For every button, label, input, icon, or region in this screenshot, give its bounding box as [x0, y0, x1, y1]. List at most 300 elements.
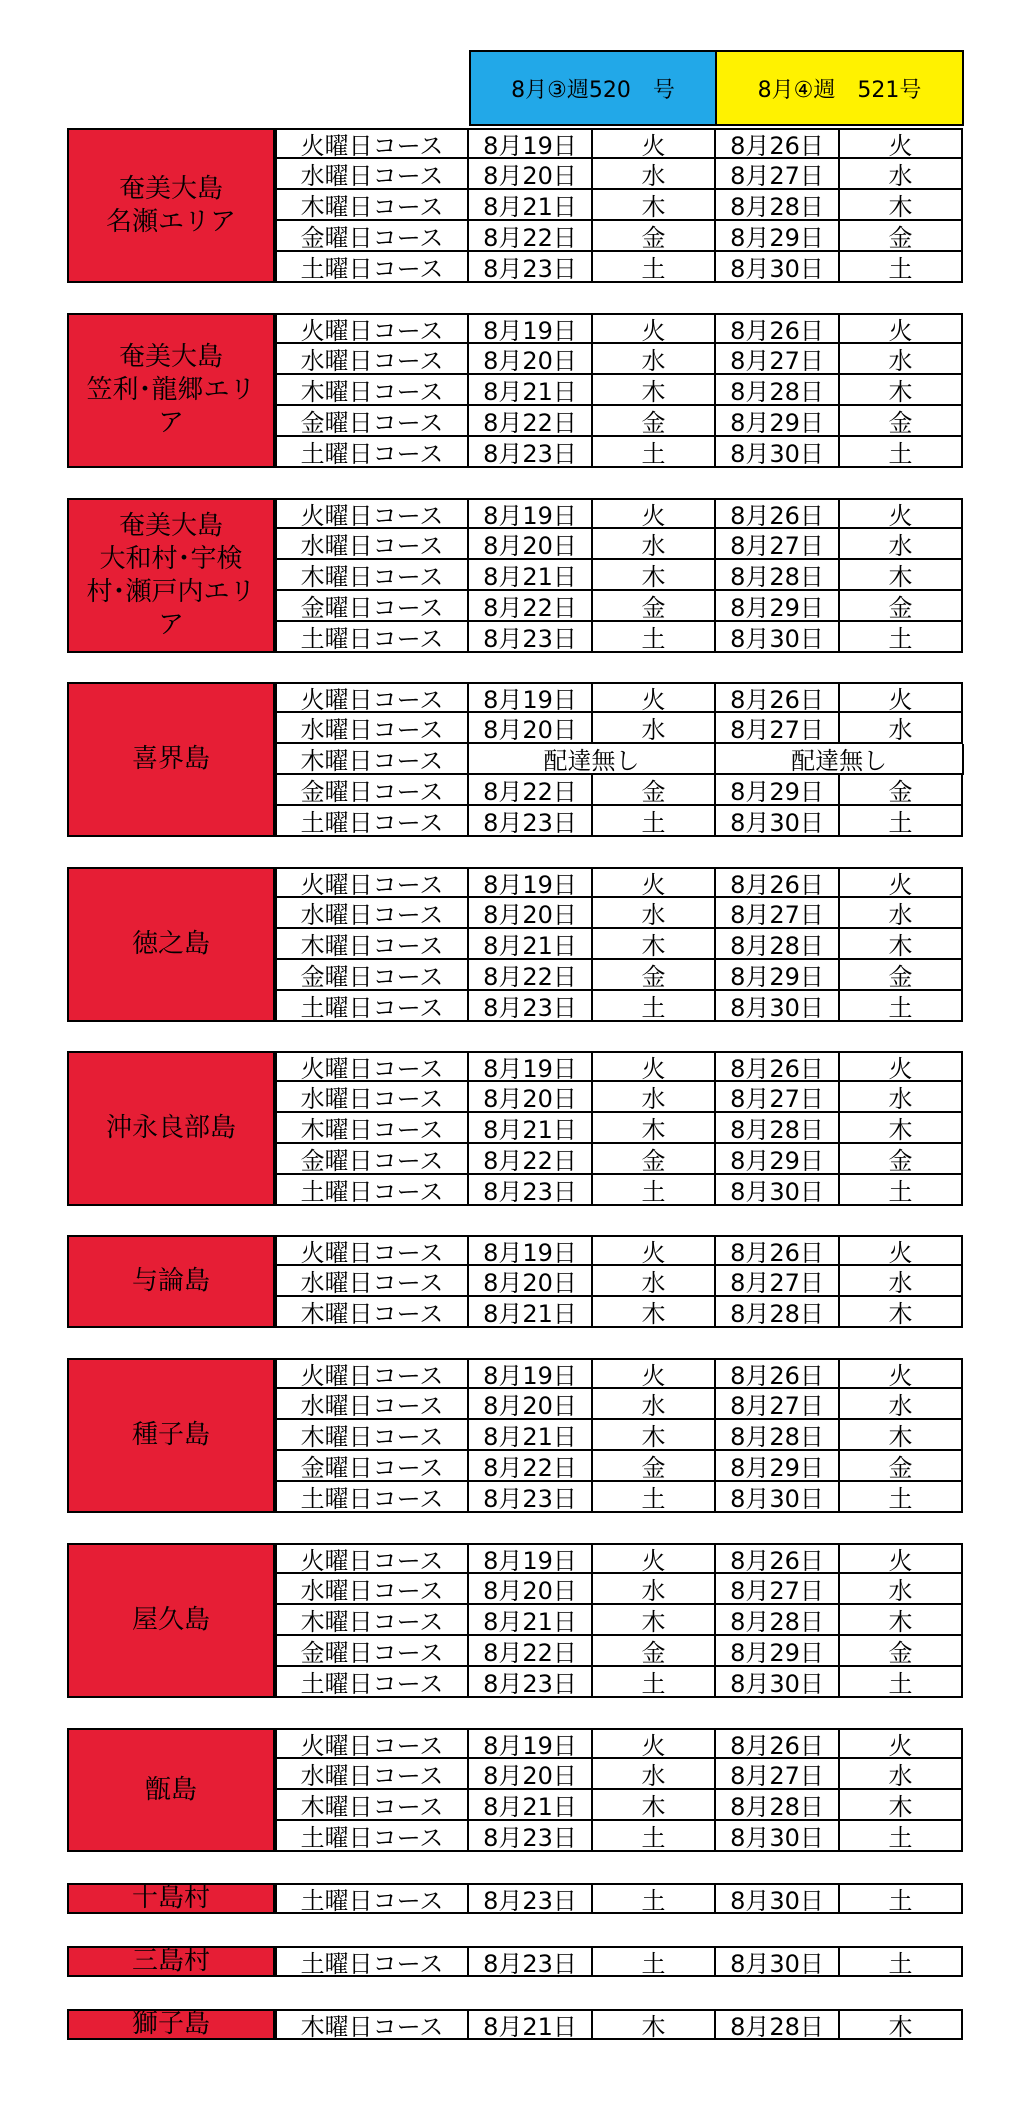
week1-weekday-cell: 火 [593, 1235, 716, 1266]
week2-weekday-cell: 金 [840, 1144, 963, 1175]
week2-date-cell: 8月30日 [716, 252, 840, 283]
week1-weekday-cell: 金 [593, 1636, 716, 1667]
area-group [67, 1051, 964, 1206]
area-name-cell [67, 1946, 275, 1977]
week1-weekday-cell: 木 [593, 375, 716, 406]
area-name-cell [67, 1543, 275, 1698]
table-row [275, 1821, 964, 1852]
area-name-cell [67, 313, 275, 468]
week1-weekday-cell: 木 [593, 1790, 716, 1821]
area-name-cell [67, 1883, 275, 1914]
course-cell: 水曜日コース [275, 898, 469, 929]
week1-date-cell: 8月20日 [469, 1266, 593, 1297]
course-cell: 土曜日コース [275, 1667, 469, 1698]
week1-date-cell: 8月23日 [469, 1883, 593, 1914]
week2-date-cell: 8月26日 [716, 1358, 840, 1389]
week1-weekday-cell: 金 [593, 1451, 716, 1482]
week2-weekday-cell: 火 [840, 498, 963, 529]
course-cell: 土曜日コース [275, 1482, 469, 1513]
week2-weekday-cell: 木 [840, 929, 963, 960]
week2-weekday-cell: 土 [840, 437, 963, 468]
week2-weekday-cell: 水 [840, 1759, 963, 1790]
week2-date-cell: 8月30日 [716, 806, 840, 837]
week1-date-cell: 8月22日 [469, 221, 593, 252]
week2-date-cell: 8月27日 [716, 1389, 840, 1420]
week2-date-cell: 8月29日 [716, 1636, 840, 1667]
week1-date-cell: 8月19日 [469, 1728, 593, 1759]
area-name: 十島村 [131, 1883, 210, 1913]
week2-date-cell: 8月28日 [716, 1113, 840, 1144]
week1-weekday-cell: 水 [593, 1574, 716, 1605]
week1-date-cell: 8月20日 [469, 898, 593, 929]
table-row [275, 898, 964, 929]
area-name-cell [67, 1728, 275, 1852]
week2-date-cell: 8月27日 [716, 159, 840, 190]
course-cell: 木曜日コース [275, 190, 469, 221]
course-cell: 土曜日コース [275, 1821, 469, 1852]
week1-weekday-cell: 火 [593, 867, 716, 898]
course-cell: 水曜日コース [275, 1574, 469, 1605]
week2-date-cell: 8月28日 [716, 1297, 840, 1328]
week2-weekday-cell: 木 [840, 1420, 963, 1451]
area-group [67, 1235, 964, 1328]
area-group [67, 1358, 964, 1513]
week2-weekday-cell: 水 [840, 344, 963, 375]
table-row [275, 1420, 964, 1451]
week1-weekday-cell: 火 [593, 682, 716, 713]
week1-header: 8月③週520 号 [469, 50, 717, 126]
week1-weekday-cell: 木 [593, 560, 716, 591]
week2-date-cell: 8月26日 [716, 867, 840, 898]
week2-date-cell: 8月30日 [716, 1482, 840, 1513]
week1-weekday-cell: 火 [593, 1728, 716, 1759]
week2-weekday-cell: 土 [840, 1667, 963, 1698]
area-group [67, 1946, 964, 1977]
week2-date-cell: 8月26日 [716, 1728, 840, 1759]
week1-weekday-cell: 水 [593, 159, 716, 190]
course-cell: 火曜日コース [275, 313, 469, 344]
week1-weekday-cell: 火 [593, 128, 716, 159]
course-cell: 土曜日コース [275, 1883, 469, 1914]
table-row [275, 622, 964, 653]
course-cell: 火曜日コース [275, 1358, 469, 1389]
week1-date-cell: 8月22日 [469, 406, 593, 437]
area-name: 種子島 [131, 1420, 210, 1450]
course-cell: 水曜日コース [275, 1759, 469, 1790]
area-name-cell [67, 128, 275, 283]
week2-date-cell: 8月28日 [716, 190, 840, 221]
week1-weekday-cell: 火 [593, 1358, 716, 1389]
week1-date-cell: 8月19日 [469, 867, 593, 898]
table-row [275, 744, 964, 775]
week1-weekday-cell: 木 [593, 1297, 716, 1328]
week2-weekday-cell: 木 [840, 1297, 963, 1328]
table-row [275, 1946, 964, 1977]
course-cell: 木曜日コース [275, 1297, 469, 1328]
week2-date-cell: 8月27日 [716, 713, 840, 744]
week1-date-cell: 8月20日 [469, 1574, 593, 1605]
week1-weekday-cell: 水 [593, 344, 716, 375]
week1-date-cell: 8月19日 [469, 1051, 593, 1082]
week1-weekday-cell: 土 [593, 1482, 716, 1513]
week2-date-cell: 8月29日 [716, 1144, 840, 1175]
area-name: 屋久島 [131, 1605, 210, 1635]
table-row [275, 1605, 964, 1636]
course-cell: 水曜日コース [275, 713, 469, 744]
week2-date-cell: 8月28日 [716, 375, 840, 406]
area-group [67, 2009, 964, 2040]
table-row [275, 1082, 964, 1113]
week1-date-cell: 8月23日 [469, 252, 593, 283]
week1-date-cell: 8月22日 [469, 1636, 593, 1667]
week2-date-cell: 8月29日 [716, 406, 840, 437]
week2-date-cell: 8月28日 [716, 929, 840, 960]
week1-date-cell: 8月19日 [469, 498, 593, 529]
week1-date-cell: 8月21日 [469, 2009, 593, 2040]
week2-date-cell: 8月28日 [716, 1605, 840, 1636]
week2-date-cell: 8月29日 [716, 1451, 840, 1482]
week1-weekday-cell: 土 [593, 1946, 716, 1977]
week2-date-cell: 8月28日 [716, 2009, 840, 2040]
course-cell: 水曜日コース [275, 529, 469, 560]
area-name: 獅子島 [131, 2009, 210, 2039]
table-row [275, 344, 964, 375]
week1-date-cell: 8月20日 [469, 344, 593, 375]
week2-date-cell: 8月27日 [716, 1574, 840, 1605]
week2-date-cell: 8月30日 [716, 437, 840, 468]
week2-date-cell: 8月27日 [716, 898, 840, 929]
week1-weekday-cell: 土 [593, 806, 716, 837]
week2-weekday-cell: 土 [840, 1821, 963, 1852]
course-cell: 火曜日コース [275, 1051, 469, 1082]
week1-weekday-cell: 木 [593, 190, 716, 221]
week2-weekday-cell: 土 [840, 806, 963, 837]
table-row [275, 1358, 964, 1389]
week2-weekday-cell: 木 [840, 190, 963, 221]
table-row [275, 1051, 964, 1082]
week2-date-cell: 8月29日 [716, 775, 840, 806]
week2-weekday-cell: 土 [840, 252, 963, 283]
week1-date-cell: 8月23日 [469, 437, 593, 468]
week1-date-cell: 8月21日 [469, 1420, 593, 1451]
course-cell: 土曜日コース [275, 622, 469, 653]
table-row [275, 159, 964, 190]
area-name: 徳之島 [131, 929, 210, 959]
week2-weekday-cell: 木 [840, 1113, 963, 1144]
week2-weekday-cell: 金 [840, 1636, 963, 1667]
table-row [275, 1144, 964, 1175]
area-group [67, 867, 964, 1022]
week2-date-cell: 8月30日 [716, 1946, 840, 1977]
week2-date-cell: 8月29日 [716, 960, 840, 991]
week1-weekday-cell: 水 [593, 713, 716, 744]
table-row [275, 1636, 964, 1667]
week2-weekday-cell: 木 [840, 1605, 963, 1636]
course-cell: 木曜日コース [275, 929, 469, 960]
week1-weekday-cell: 土 [593, 1883, 716, 1914]
week1-weekday-cell: 火 [593, 1543, 716, 1574]
course-cell: 金曜日コース [275, 775, 469, 806]
course-cell: 火曜日コース [275, 1543, 469, 1574]
week2-date-cell: 8月30日 [716, 1667, 840, 1698]
week2-weekday-cell: 火 [840, 1358, 963, 1389]
table-row [275, 806, 964, 837]
course-cell: 金曜日コース [275, 221, 469, 252]
week2-date-cell: 8月27日 [716, 1266, 840, 1297]
week1-weekday-cell: 木 [593, 1420, 716, 1451]
week1-date-cell: 8月20日 [469, 1389, 593, 1420]
week2-date-cell: 8月30日 [716, 1821, 840, 1852]
week2-weekday-cell: 火 [840, 682, 963, 713]
week2-weekday-cell: 土 [840, 1883, 963, 1914]
week1-date-cell: 8月23日 [469, 1667, 593, 1698]
table-row [275, 1297, 964, 1328]
week2-date-cell: 8月27日 [716, 1759, 840, 1790]
table-row [275, 1482, 964, 1513]
area-group [67, 128, 964, 283]
week1-weekday-cell: 水 [593, 1082, 716, 1113]
week2-weekday-cell: 金 [840, 406, 963, 437]
course-cell: 水曜日コース [275, 1389, 469, 1420]
week2-date-cell: 8月26日 [716, 313, 840, 344]
week1-date-cell: 8月23日 [469, 1175, 593, 1206]
week1-date-cell: 8月21日 [469, 1790, 593, 1821]
course-cell: 火曜日コース [275, 1728, 469, 1759]
table-row [275, 1790, 964, 1821]
week2-weekday-cell: 水 [840, 898, 963, 929]
week2-date-cell: 8月27日 [716, 529, 840, 560]
table-row [275, 375, 964, 406]
week2-date-cell: 8月26日 [716, 128, 840, 159]
week1-weekday-cell: 火 [593, 498, 716, 529]
week1-date-cell: 8月21日 [469, 190, 593, 221]
table-row [275, 406, 964, 437]
table-row [275, 190, 964, 221]
area-name-cell [67, 1358, 275, 1513]
week2-weekday-cell: 火 [840, 867, 963, 898]
course-cell: 水曜日コース [275, 159, 469, 190]
week2-weekday-cell: 金 [840, 775, 963, 806]
table-row [275, 529, 964, 560]
week1-weekday-cell: 水 [593, 1266, 716, 1297]
table-row [275, 960, 964, 991]
course-cell: 火曜日コース [275, 1235, 469, 1266]
week1-date-cell: 8月23日 [469, 1482, 593, 1513]
course-cell: 木曜日コース [275, 375, 469, 406]
course-cell: 火曜日コース [275, 498, 469, 529]
area-name-cell [67, 1051, 275, 1206]
table-row [275, 560, 964, 591]
table-row [275, 1451, 964, 1482]
table-row [275, 498, 964, 529]
week2-date-cell: 8月30日 [716, 1175, 840, 1206]
course-cell: 土曜日コース [275, 991, 469, 1022]
area-group [67, 1543, 964, 1698]
no-delivery-cell: 配達無し [716, 744, 964, 775]
week1-weekday-cell: 土 [593, 252, 716, 283]
week2-date-cell: 8月26日 [716, 1235, 840, 1266]
week2-date-cell: 8月27日 [716, 1082, 840, 1113]
week1-date-cell: 8月20日 [469, 1759, 593, 1790]
week1-weekday-cell: 木 [593, 2009, 716, 2040]
no-delivery-cell: 配達無し [469, 744, 717, 775]
week1-weekday-cell: 火 [593, 1051, 716, 1082]
week1-weekday-cell: 金 [593, 221, 716, 252]
week1-weekday-cell: 金 [593, 406, 716, 437]
table-row [275, 1883, 964, 1914]
week1-weekday-cell: 土 [593, 622, 716, 653]
table-row [275, 313, 964, 344]
week1-weekday-cell: 木 [593, 1113, 716, 1144]
course-cell: 木曜日コース [275, 744, 469, 775]
area-name: 沖永良部島 [105, 1113, 236, 1143]
week1-date-cell: 8月21日 [469, 1297, 593, 1328]
week1-date-cell: 8月22日 [469, 1144, 593, 1175]
course-cell: 水曜日コース [275, 1266, 469, 1297]
week2-date-cell: 8月28日 [716, 560, 840, 591]
week2-weekday-cell: 火 [840, 1235, 963, 1266]
week2-header: 8月④週 521号 [715, 50, 964, 126]
week1-date-cell: 8月22日 [469, 591, 593, 622]
table-row [275, 1266, 964, 1297]
week2-weekday-cell: 土 [840, 1946, 963, 1977]
week1-date-cell: 8月22日 [469, 1451, 593, 1482]
week1-date-cell: 8月19日 [469, 128, 593, 159]
table-row [275, 1389, 964, 1420]
week2-weekday-cell: 水 [840, 1082, 963, 1113]
week1-weekday-cell: 水 [593, 529, 716, 560]
week2-weekday-cell: 水 [840, 1266, 963, 1297]
week2-date-cell: 8月26日 [716, 682, 840, 713]
week2-weekday-cell: 火 [840, 128, 963, 159]
course-cell: 金曜日コース [275, 591, 469, 622]
week2-date-cell: 8月30日 [716, 991, 840, 1022]
week1-date-cell: 8月21日 [469, 375, 593, 406]
course-cell: 木曜日コース [275, 1113, 469, 1144]
course-cell: 金曜日コース [275, 960, 469, 991]
area-group [67, 682, 964, 837]
area-group [67, 1883, 964, 1914]
area-name-cell [67, 867, 275, 1022]
week1-weekday-cell: 火 [593, 313, 716, 344]
week2-weekday-cell: 火 [840, 1728, 963, 1759]
table-row [275, 991, 964, 1022]
week1-date-cell: 8月19日 [469, 1543, 593, 1574]
course-cell: 木曜日コース [275, 1605, 469, 1636]
week2-weekday-cell: 木 [840, 560, 963, 591]
course-cell: 木曜日コース [275, 1790, 469, 1821]
area-group [67, 1728, 964, 1852]
table-row [275, 2009, 964, 2040]
course-cell: 金曜日コース [275, 1451, 469, 1482]
week1-weekday-cell: 木 [593, 1605, 716, 1636]
week1-date-cell: 8月23日 [469, 1821, 593, 1852]
table-row [275, 713, 964, 744]
course-cell: 土曜日コース [275, 437, 469, 468]
table-row [275, 1543, 964, 1574]
week2-weekday-cell: 金 [840, 221, 963, 252]
week1-weekday-cell: 土 [593, 1821, 716, 1852]
week1-weekday-cell: 木 [593, 929, 716, 960]
table-row [275, 682, 964, 713]
area-name-cell [67, 1235, 275, 1328]
table-row [275, 1574, 964, 1605]
table-row [275, 1759, 964, 1790]
course-cell: 土曜日コース [275, 1946, 469, 1977]
course-cell: 水曜日コース [275, 344, 469, 375]
course-cell: 土曜日コース [275, 1175, 469, 1206]
table-row [275, 221, 964, 252]
week2-weekday-cell: 土 [840, 1482, 963, 1513]
week1-weekday-cell: 水 [593, 1389, 716, 1420]
week1-weekday-cell: 水 [593, 1759, 716, 1790]
course-cell: 金曜日コース [275, 1636, 469, 1667]
week2-weekday-cell: 金 [840, 960, 963, 991]
week2-weekday-cell: 水 [840, 529, 963, 560]
week2-date-cell: 8月29日 [716, 591, 840, 622]
course-cell: 土曜日コース [275, 806, 469, 837]
table-row [275, 1667, 964, 1698]
week2-date-cell: 8月26日 [716, 1543, 840, 1574]
week1-date-cell: 8月21日 [469, 929, 593, 960]
course-cell: 金曜日コース [275, 1144, 469, 1175]
week2-weekday-cell: 火 [840, 1051, 963, 1082]
week1-date-cell: 8月23日 [469, 622, 593, 653]
week1-date-cell: 8月21日 [469, 1605, 593, 1636]
week2-date-cell: 8月28日 [716, 1790, 840, 1821]
table-row [275, 1728, 964, 1759]
week2-weekday-cell: 水 [840, 713, 963, 744]
area-name-cell [67, 682, 275, 837]
course-cell: 火曜日コース [275, 128, 469, 159]
week2-date-cell: 8月26日 [716, 498, 840, 529]
table-row [275, 1175, 964, 1206]
area-name-cell [67, 2009, 275, 2040]
week2-date-cell: 8月28日 [716, 1420, 840, 1451]
week1-weekday-cell: 金 [593, 1144, 716, 1175]
week2-weekday-cell: 土 [840, 1175, 963, 1206]
course-cell: 木曜日コース [275, 1420, 469, 1451]
week1-date-cell: 8月19日 [469, 682, 593, 713]
course-cell: 火曜日コース [275, 867, 469, 898]
area-name: 与論島 [131, 1266, 210, 1296]
week1-weekday-cell: 土 [593, 991, 716, 1022]
table-row [275, 775, 964, 806]
table-row [275, 1113, 964, 1144]
week1-weekday-cell: 金 [593, 591, 716, 622]
week2-weekday-cell: 土 [840, 622, 963, 653]
week1-date-cell: 8月20日 [469, 159, 593, 190]
week2-date-cell: 8月26日 [716, 1051, 840, 1082]
table-row [275, 437, 964, 468]
week1-date-cell: 8月19日 [469, 313, 593, 344]
week1-date-cell: 8月23日 [469, 806, 593, 837]
week1-weekday-cell: 土 [593, 1175, 716, 1206]
week2-weekday-cell: 金 [840, 591, 963, 622]
course-cell: 水曜日コース [275, 1082, 469, 1113]
week2-weekday-cell: 水 [840, 1574, 963, 1605]
week1-date-cell: 8月19日 [469, 1358, 593, 1389]
area-name: 喜界島 [131, 744, 210, 774]
table-row [275, 591, 964, 622]
week1-date-cell: 8月22日 [469, 960, 593, 991]
course-cell: 火曜日コース [275, 682, 469, 713]
week1-date-cell: 8月23日 [469, 991, 593, 1022]
week2-weekday-cell: 水 [840, 159, 963, 190]
course-cell: 木曜日コース [275, 2009, 469, 2040]
week2-weekday-cell: 木 [840, 375, 963, 406]
week2-date-cell: 8月29日 [716, 221, 840, 252]
